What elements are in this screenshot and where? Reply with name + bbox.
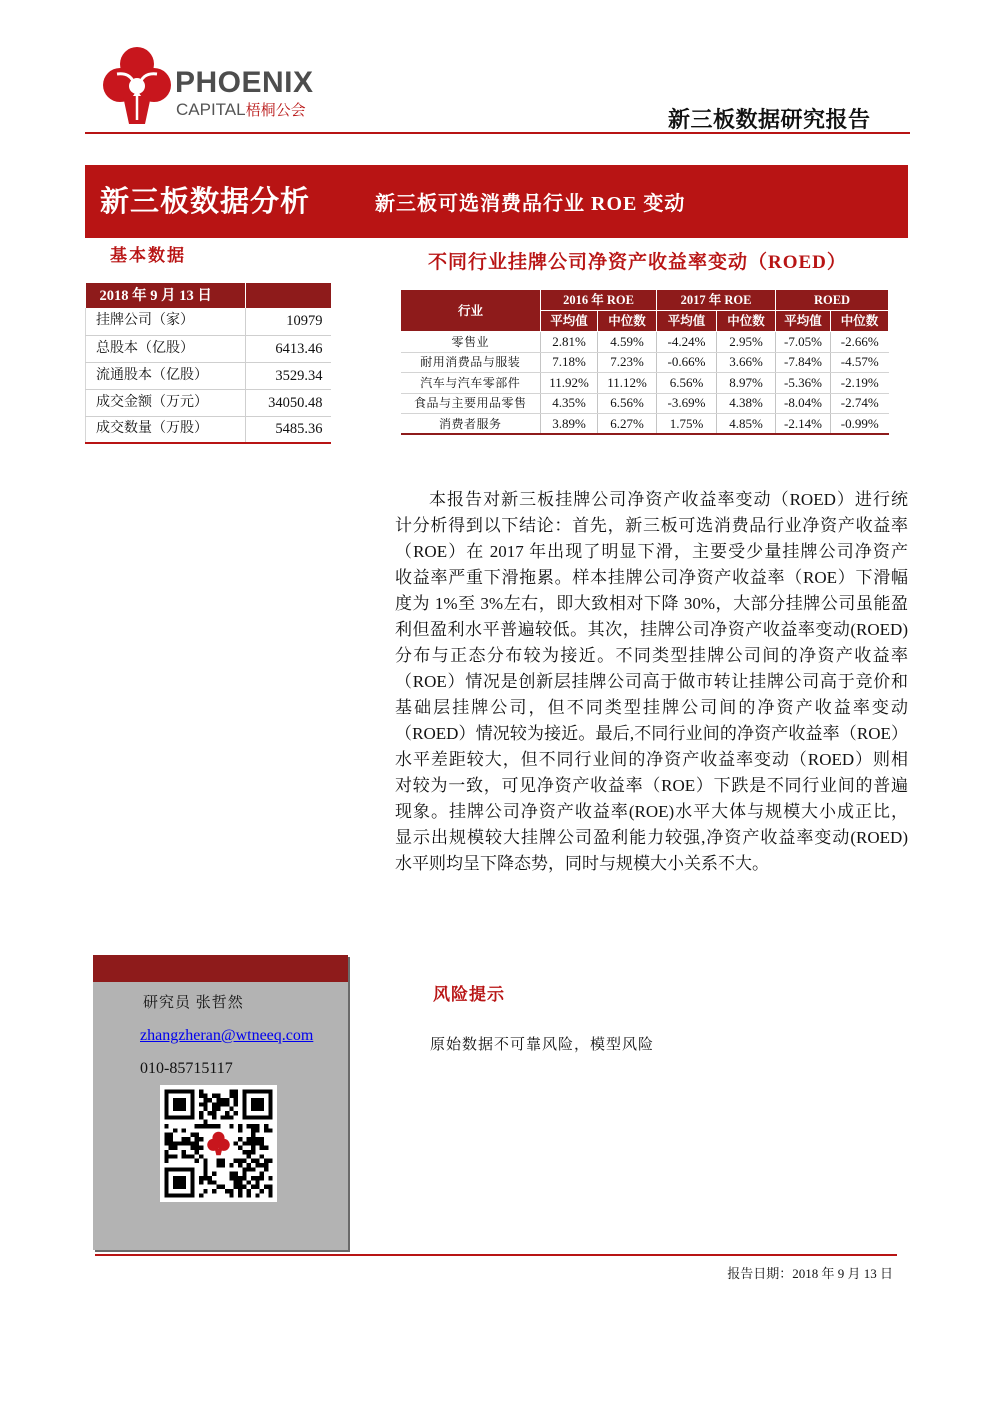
summary-line: 对较为一致，可见净资产收益率（ROE）下跌是不同行业间的普遍 bbox=[395, 776, 908, 795]
summary-line: 计分析得到以下结论：首先，新三板可选消费品行业净资产收益率 bbox=[395, 516, 908, 535]
summary-line: 现象。挂牌公司净资产收益率(ROE)水平大体与规模大小成正比， bbox=[395, 802, 908, 821]
value-cell: -3.69% bbox=[657, 393, 717, 414]
basic-data-date: 2018 年 9 月 13 日 bbox=[86, 283, 246, 308]
value-cell: 6.27% bbox=[598, 414, 657, 435]
sub-header-mean: 平均值 bbox=[541, 311, 598, 332]
basic-data-label: 成交金额（万元） bbox=[86, 389, 246, 416]
sub-header-median: 中位数 bbox=[717, 311, 776, 332]
table-row bbox=[86, 362, 331, 389]
summary-line: 分布与正态分布较为接近。不同类型挂牌公司间的净资产收益率 bbox=[395, 646, 908, 665]
summary-line: （ROE）在 2017 年出现了明显下滑，主要受少量挂牌公司净资产 bbox=[395, 542, 908, 561]
value-cell: 6.56% bbox=[598, 393, 657, 414]
footer-divider bbox=[95, 1254, 897, 1256]
value-cell: -2.74% bbox=[831, 393, 889, 414]
value-cell: -2.19% bbox=[831, 373, 889, 394]
value-cell: 3.66% bbox=[717, 352, 776, 373]
value-cell: -2.14% bbox=[776, 414, 831, 435]
logo-subtitle-en: CAPITAL bbox=[176, 100, 246, 119]
sub-header-median: 中位数 bbox=[598, 311, 657, 332]
title-banner bbox=[85, 165, 908, 238]
basic-data-label: 流通股本（亿股） bbox=[86, 362, 246, 389]
table-row bbox=[86, 389, 331, 416]
summary-line: 水平则均呈下降态势，同时与规模大小关系不大。 bbox=[395, 854, 769, 873]
basic-data-label: 挂牌公司（家） bbox=[86, 308, 246, 335]
risk-text: 原始数据不可靠风险，模型风险 bbox=[430, 1037, 655, 1053]
value-cell: -4.24% bbox=[657, 332, 717, 353]
summary-line: （ROE）情况是创新层挂牌公司高于做市转让挂牌公司高于竞价和 bbox=[395, 672, 908, 691]
risk-heading: 风险提示 bbox=[433, 985, 505, 1004]
industry-cell: 耐用消费品与服装 bbox=[401, 352, 541, 373]
value-cell: 2.81% bbox=[541, 332, 598, 353]
basic-data-header-row bbox=[86, 283, 331, 308]
summary-line: 基础层挂牌公司，但不同类型挂牌公司间的净资产收益率变动 bbox=[395, 698, 908, 717]
phoenix-flower-logo-icon bbox=[103, 44, 171, 126]
summary-line: 本报告对新三板挂牌公司净资产收益率变动（ROED）进行统 bbox=[429, 490, 908, 509]
roed-table bbox=[400, 289, 889, 435]
table-row bbox=[86, 335, 331, 362]
analyst-email-link[interactable]: zhangzheran@wtneeq.com bbox=[140, 1027, 314, 1044]
basic-data-value: 10979 bbox=[246, 308, 331, 335]
report-type-title: 新三板数据研究报告 bbox=[668, 107, 871, 132]
value-cell: -5.36% bbox=[776, 373, 831, 394]
summary-line: （ROED）情况较为接近。最后,不同行业间的净资产收益率（ROE） bbox=[395, 724, 908, 743]
sub-header-mean: 平均值 bbox=[657, 311, 717, 332]
basic-data-value: 34050.48 bbox=[246, 389, 331, 416]
industry-cell: 汽车与汽车零部件 bbox=[401, 373, 541, 394]
summary-line: 显示出规模较大挂牌公司盈利能力较强,净资产收益率变动(ROED) bbox=[395, 828, 908, 847]
group-header-2017-roe: 2017 年 ROE bbox=[657, 290, 776, 311]
logo-subtitle-cn: 梧桐公会 bbox=[245, 102, 306, 119]
banner-title: 新三板数据分析 bbox=[100, 186, 311, 218]
value-cell: 11.12% bbox=[598, 373, 657, 394]
qr-code-icon bbox=[160, 1085, 277, 1202]
group-header-roed: ROED bbox=[776, 290, 889, 311]
summary-line: 度为 1%至 3%左右，即大致相对下降 30%，大部分挂牌公司虽能盈 bbox=[395, 594, 908, 613]
table-row bbox=[401, 352, 889, 373]
value-cell: 2.95% bbox=[717, 332, 776, 353]
value-cell: 4.38% bbox=[717, 393, 776, 414]
value-cell: 11.92% bbox=[541, 373, 598, 394]
value-cell: -2.66% bbox=[831, 332, 889, 353]
table-row bbox=[86, 416, 331, 443]
basic-data-value: 5485.36 bbox=[246, 416, 331, 443]
table-row bbox=[401, 414, 889, 435]
value-cell: 6.56% bbox=[657, 373, 717, 394]
roed-table-title: 不同行业挂牌公司净资产收益率变动（ROED） bbox=[428, 252, 847, 273]
value-cell: 4.85% bbox=[717, 414, 776, 435]
summary-paragraph bbox=[395, 487, 908, 877]
industry-cell: 零售业 bbox=[401, 332, 541, 353]
basic-data-value: 6413.46 bbox=[246, 335, 331, 362]
summary-line: 收益率严重下滑拖累。样本挂牌公司净资产收益率（ROE）下滑幅 bbox=[395, 568, 908, 587]
value-cell: 4.59% bbox=[598, 332, 657, 353]
table-row bbox=[86, 308, 331, 335]
basic-data-label: 总股本（亿股） bbox=[86, 335, 246, 362]
value-cell: -8.04% bbox=[776, 393, 831, 414]
table-row bbox=[401, 373, 889, 394]
table-row bbox=[401, 332, 889, 353]
banner-subtitle: 新三板可选消费品行业 ROE 变动 bbox=[375, 193, 686, 215]
value-cell: 8.97% bbox=[717, 373, 776, 394]
sub-header-median: 中位数 bbox=[831, 311, 889, 332]
logo-subtitle bbox=[176, 99, 306, 122]
value-cell: -0.66% bbox=[657, 352, 717, 373]
table-row bbox=[401, 393, 889, 414]
sub-header-mean: 平均值 bbox=[776, 311, 831, 332]
industry-cell: 食品与主要用品零售 bbox=[401, 393, 541, 414]
analyst-name: 研究员 张哲然 bbox=[143, 995, 244, 1011]
value-cell: -0.99% bbox=[831, 414, 889, 435]
basic-data-label: 成交数量（万股） bbox=[86, 416, 246, 443]
group-header-2016-roe: 2016 年 ROE bbox=[541, 290, 657, 311]
industry-header: 行业 bbox=[401, 290, 541, 332]
report-date: 报告日期：2018 年 9 月 13 日 bbox=[727, 1266, 893, 1281]
value-cell: 7.23% bbox=[598, 352, 657, 373]
logo-wordmark: PHOENIX bbox=[175, 66, 314, 99]
summary-line: 水平差距较大，但不同行业间的净资产收益率变动（ROED）则相 bbox=[395, 750, 908, 769]
value-cell: -7.05% bbox=[776, 332, 831, 353]
basic-data-value: 3529.34 bbox=[246, 362, 331, 389]
basic-data-header-filler bbox=[246, 283, 331, 308]
basic-data-heading: 基本数据 bbox=[110, 246, 186, 265]
value-cell: 1.75% bbox=[657, 414, 717, 435]
analyst-card-header-band bbox=[93, 955, 348, 982]
value-cell: 4.35% bbox=[541, 393, 598, 414]
analyst-phone: 010-85715117 bbox=[140, 1060, 233, 1077]
summary-line: 利但盈利水平普遍较低。其次，挂牌公司净资产收益率变动(ROED) bbox=[395, 620, 908, 639]
value-cell: 7.18% bbox=[541, 352, 598, 373]
basic-data-table bbox=[85, 283, 331, 444]
table-header-row bbox=[401, 290, 889, 311]
value-cell: -4.57% bbox=[831, 352, 889, 373]
value-cell: 3.89% bbox=[541, 414, 598, 435]
header-divider bbox=[85, 132, 910, 134]
analyst-contact-card bbox=[93, 955, 348, 1250]
industry-cell: 消费者服务 bbox=[401, 414, 541, 435]
value-cell: -7.84% bbox=[776, 352, 831, 373]
